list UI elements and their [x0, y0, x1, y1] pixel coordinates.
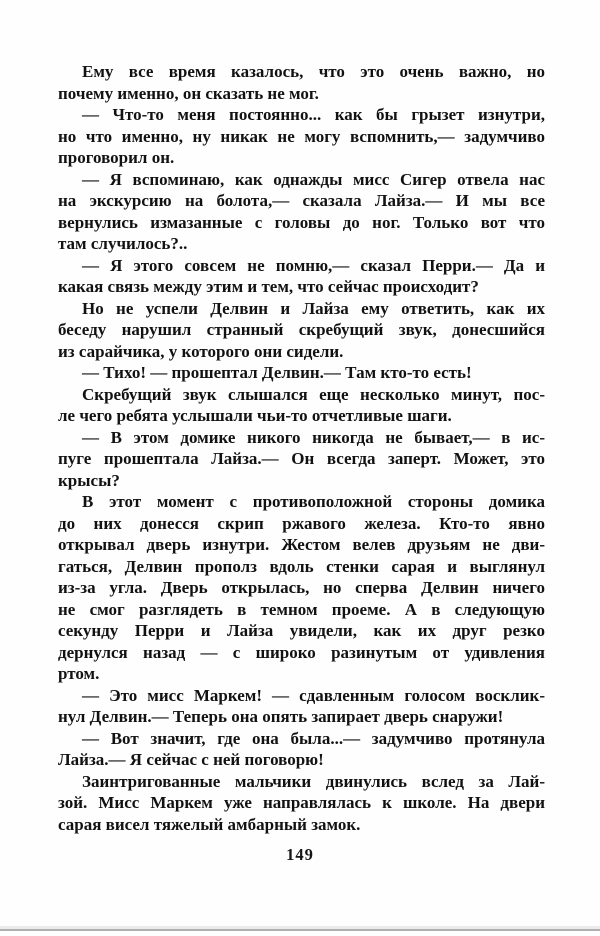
text-line: вернулись измазанные с головы до ног. Только вот что [58, 212, 545, 232]
text-line: секунду Перри и Лайза увидели, как их друг резко [58, 621, 545, 640]
text-line: крысы? [58, 470, 120, 490]
text-line: — Я вспоминаю, как однажды мисс Сигер отвела нас [82, 169, 545, 189]
page-text [58, 61, 545, 835]
text-line: дернулся назад — с широко разинутым от удивления [58, 642, 545, 662]
text-line: на экскурсию на болота,— сказала Лайза.— И мы все [58, 191, 545, 210]
text-line: зой. Мисс Маркем уже направлялась к школе. На двери [58, 793, 545, 812]
text-line: нул Делвин.— Теперь она опять запирает дверь снаружи! [58, 707, 504, 726]
text-line: Заинтригованные мальчики двинулись вслед за Лай- [82, 771, 545, 791]
text-line: гаться, Делвин прополз вдоль стенки сарая и выглянул [58, 556, 545, 576]
text-line: ле чего ребята услышали чьи-то отчетливые шаги. [58, 406, 452, 425]
text-line: беседу нарушил странный скребущий звук, донесшийся [58, 320, 545, 339]
text-line: — Тихо! — прошептал Делвин.— Там кто-то есть! [82, 363, 472, 382]
text-line: — Вот значит, где она была...— задумчиво протянула [82, 728, 545, 748]
scan-edge-line [0, 929, 600, 931]
text-line: — В этом домике никого никогда не бывает,— в ис- [82, 427, 545, 447]
page-number: 149 [286, 845, 314, 864]
text-line: Но не успели Делвин и Лайза ему ответить, как их [82, 298, 545, 318]
text-line: там случилось?.. [58, 234, 188, 253]
text-line: ртом. [58, 664, 100, 683]
text-line: почему именно, он сказать не мог. [58, 83, 319, 103]
text-line: Скребущий звук слышался еще несколько минут, пос- [82, 384, 545, 404]
text-line: но что именно, ну никак не могу вспомнить,— задумчиво [58, 126, 545, 146]
text-line: Лайза.— Я сейчас с ней поговорю! [58, 750, 324, 769]
text-line: проговорил он. [58, 148, 175, 167]
text-line: из сарайчика, у которого они сидели. [58, 341, 344, 361]
text-line: из-за угла. Дверь открылась, но сперва Делвин ничего [58, 578, 545, 597]
text-line: сарая висел тяжелый амбарный замок. [58, 814, 361, 834]
text-line: Ему все время казалось, что это очень важно, но [82, 62, 545, 81]
text-line: — Это мисс Маркем! — сдавленным голосом восклик- [82, 685, 545, 705]
text-line: открывал дверь изнутри. Жестом велев друзьям не дви- [58, 535, 545, 554]
text-line: какая связь между этим и тем, что сейчас происходит? [58, 277, 479, 296]
text-line: не смог разглядеть в темном проеме. А в следующую [58, 599, 545, 619]
text-line: пуге прошептала Лайза.— Он всегда заперт. Может, это [58, 449, 545, 468]
text-line: — Что-то меня постоянно... как бы грызет изнутри, [82, 105, 545, 124]
text-line: до них донесся скрип ржавого железа. Кто-то явно [58, 513, 545, 533]
text-line: В этот момент с противоположной стороны домика [82, 492, 545, 511]
text-line: — Я этого совсем не помню,— сказал Перри.— Да и [82, 255, 545, 275]
